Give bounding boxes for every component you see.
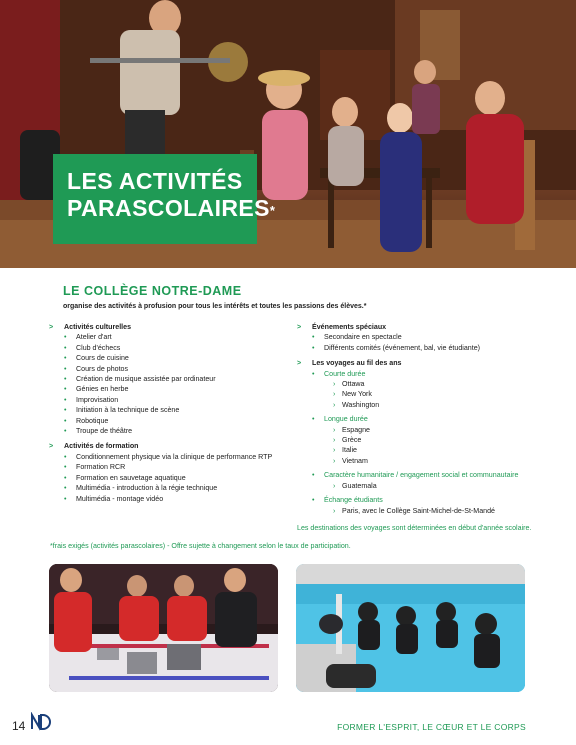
list-item: • Multimédia - montage vidéo <box>64 494 164 503</box>
voyage-group-short: • Courte durée <box>312 369 366 378</box>
title-line-1: LES ACTIVITÉS <box>67 168 243 194</box>
list-item: • Formation RCR <box>64 463 126 472</box>
category-events: > Événements spéciaux <box>297 323 387 331</box>
list-item: • Génies en herbe <box>64 385 129 394</box>
bullet-icon: • <box>312 415 315 424</box>
fees-footnote: *frais exigés (activités parascolaires) - Offre sujette à changement selon le taux de participation. <box>50 542 351 550</box>
title-line-2: PARASCOLAIRES* <box>67 195 276 221</box>
bullet-icon: • <box>64 494 67 503</box>
scuba-photo <box>296 564 525 692</box>
small-bullet-icon: › <box>333 425 336 434</box>
destination-item: › Ottawa <box>333 380 365 389</box>
small-bullet-icon: › <box>333 380 336 389</box>
voyage-group-exchange: • Échange étudiants <box>312 496 383 505</box>
destination-item: › Paris, avec le Collège Saint-Michel-de-St-Mandé <box>333 506 495 515</box>
list-item: • Cours de cuisine <box>64 354 129 363</box>
destination-item: › Italie <box>333 446 357 455</box>
events-list <box>296 332 536 353</box>
bullet-icon: • <box>312 369 315 378</box>
destination-item: › Espagne <box>333 425 371 434</box>
category-cultural: > Activités culturelles <box>49 323 132 331</box>
list-item: • Initiation à la technique de scène <box>64 406 180 415</box>
bullet-icon: • <box>64 406 67 415</box>
list-item: • Improvisation <box>64 395 119 404</box>
category-training: > Activités de formation <box>49 442 139 451</box>
bullet-icon: • <box>64 427 67 436</box>
list-item: • Club d'échecs <box>64 343 121 352</box>
list-item: • Atelier d'art <box>64 333 112 342</box>
scuba-scene-illustration <box>296 564 525 692</box>
bullet-icon: • <box>64 364 67 373</box>
bullet-icon: • <box>64 473 67 482</box>
section-title-box <box>53 154 276 244</box>
small-bullet-icon: › <box>333 400 336 409</box>
bullet-icon: • <box>64 354 67 363</box>
voyages-list <box>296 369 536 516</box>
category-voyages: > Les voyages au fil des ans <box>297 359 402 368</box>
list-item: • Multimédia - introduction à la régie technique <box>64 484 218 493</box>
chevron-right-icon: > <box>49 323 54 331</box>
bullet-icon: • <box>64 463 67 472</box>
destination-item: › Grèce <box>333 436 362 445</box>
bullet-icon: • <box>64 484 67 493</box>
bullet-icon: • <box>64 395 67 404</box>
destination-item: › Vietnam <box>333 456 368 465</box>
list-item: • Secondaire en spectacle <box>312 333 402 342</box>
destination-item: › Washington <box>333 400 380 409</box>
bullet-icon: • <box>64 343 67 352</box>
small-bullet-icon: › <box>333 436 336 445</box>
bullet-icon: • <box>64 385 67 394</box>
cultural-list <box>48 332 288 436</box>
training-list <box>48 452 288 504</box>
destination-item: › New York <box>333 390 372 399</box>
list-item: • Cours de photos <box>64 364 129 373</box>
list-item: • Différents comités (événement, bal, vie étudiante) <box>312 343 481 352</box>
asterisk-mark: * <box>269 203 276 218</box>
bullet-icon: • <box>312 471 315 480</box>
small-bullet-icon: › <box>333 506 336 515</box>
destination-item: › Guatemala <box>333 481 377 490</box>
voyage-group-long: • Longue durée <box>312 415 368 424</box>
small-bullet-icon: › <box>333 456 336 465</box>
bullet-icon: • <box>64 452 67 461</box>
college-subtitle: organise des activités à profusion pour tous les intérêts et toutes les passions des élèves.* <box>63 303 367 310</box>
bullet-icon: • <box>312 496 315 505</box>
bullet-icon: • <box>312 343 315 352</box>
small-bullet-icon: › <box>333 446 336 455</box>
voyages-note: Les destinations des voyages sont déterminées en début d'année scolaire. <box>297 523 532 532</box>
chevron-right-icon: > <box>49 442 54 451</box>
bullet-icon: • <box>64 375 67 384</box>
bullet-icon: • <box>64 416 67 425</box>
bullet-icon: • <box>312 333 315 342</box>
robotics-scene-illustration <box>49 564 278 692</box>
chevron-right-icon: > <box>297 359 302 368</box>
list-item: • Conditionnement physique via la clinique de performance RTP <box>64 452 273 461</box>
robotics-photo <box>49 564 278 692</box>
bullet-icon: • <box>64 333 67 342</box>
list-item: • Robotique <box>64 416 109 425</box>
voyage-group-humanitarian: • Caractère humanitaire / engagement social et communautaire <box>312 471 519 480</box>
hero-photo <box>0 0 576 268</box>
chevron-right-icon: > <box>297 323 302 331</box>
list-item: • Troupe de théâtre <box>64 427 133 436</box>
college-title: LE COLLÈGE NOTRE-DAME <box>63 284 242 298</box>
footer-tagline: FORMER L'ESPRIT, LE CŒUR ET LE CORPS <box>337 722 526 732</box>
left-column <box>48 322 288 504</box>
list-item: • Formation en sauvetage aquatique <box>64 473 186 482</box>
list-item: • Création de musique assistée par ordinateur <box>64 375 216 384</box>
right-column <box>296 322 536 533</box>
small-bullet-icon: › <box>333 390 336 399</box>
nd-monogram-icon <box>29 712 51 732</box>
page-number: 14 <box>12 719 26 733</box>
small-bullet-icon: › <box>333 481 336 490</box>
